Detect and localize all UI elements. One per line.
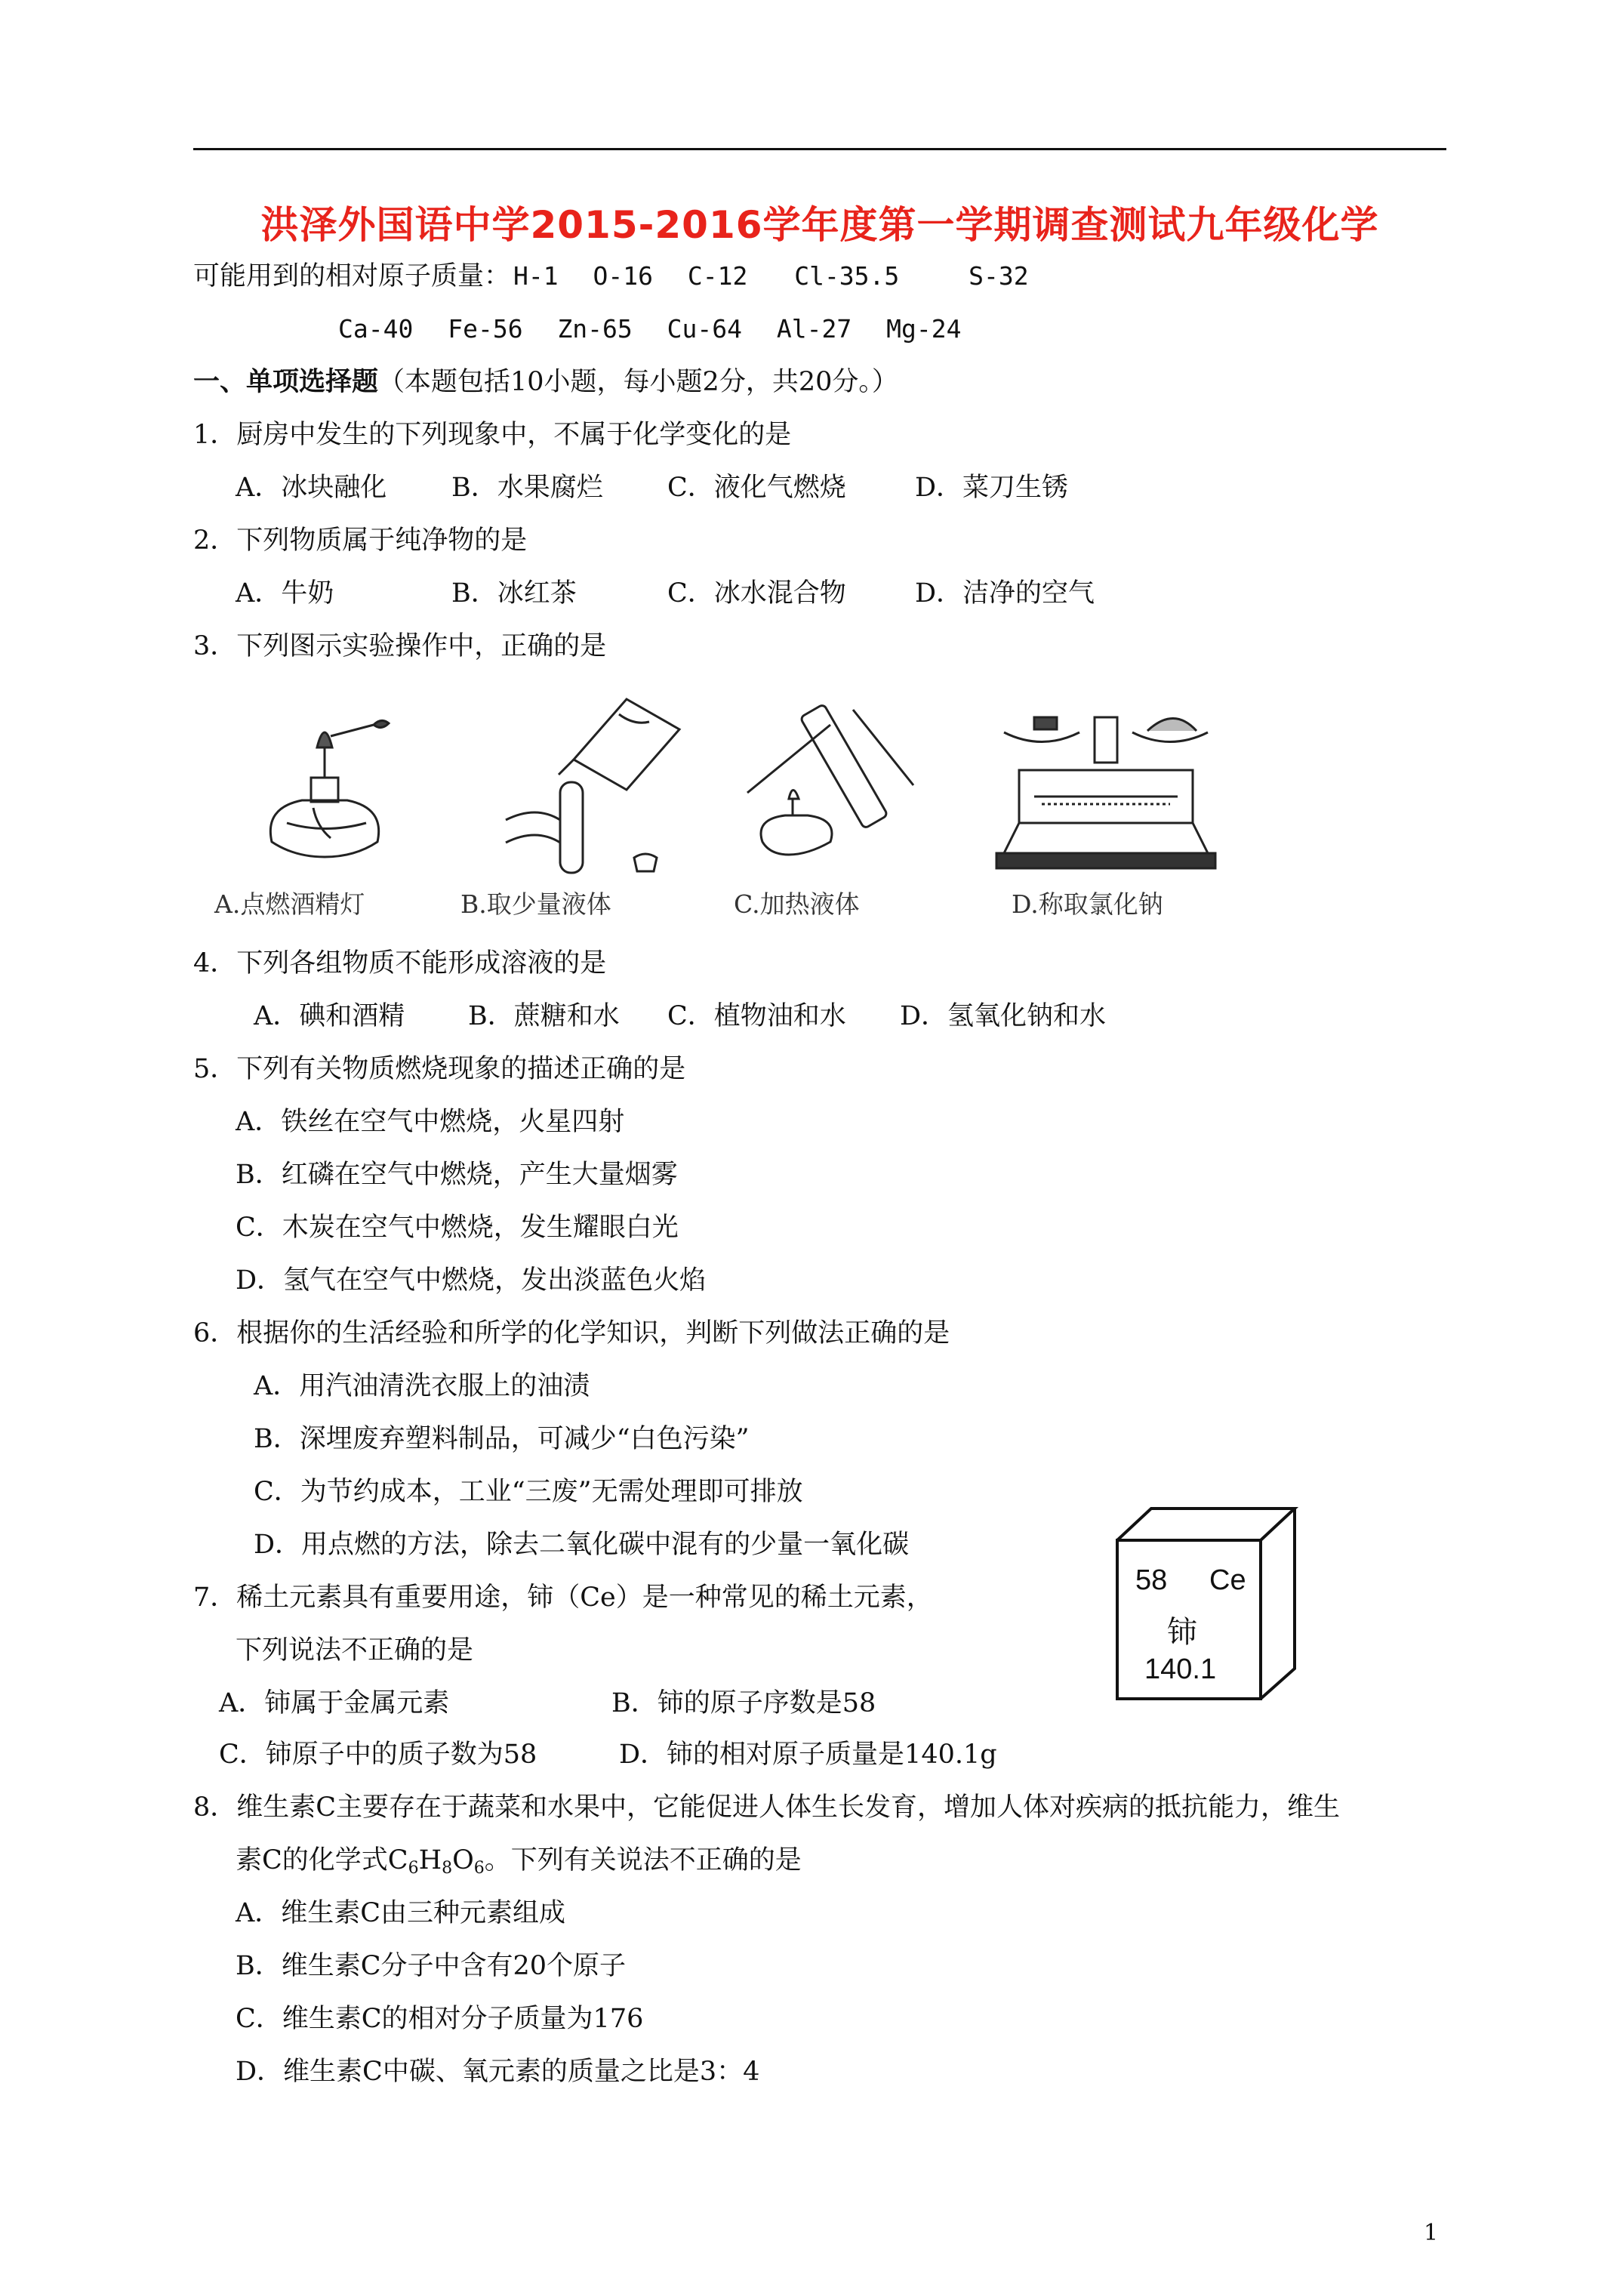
figure-b-caption: B.取少量液体 — [460, 889, 611, 919]
figure-a-alcohol-lamp — [242, 695, 408, 891]
mass-item: Cl-35.5 — [794, 261, 900, 291]
atomic-mass-row1 — [193, 260, 510, 293]
figure-c-heat-liquid — [717, 680, 944, 883]
mass-item: O-16 — [593, 261, 653, 291]
option: D．氢氧化钠和水 — [900, 1001, 1107, 1031]
option: B．铈的原子序数是58 — [611, 1688, 876, 1718]
stem-text: H — [418, 1845, 442, 1875]
question-8-stem: 8．维生素C主要存在于蔬菜和水果中，它能促进人体生长发育，增加人体对疾病的抵抗能力，维生 — [193, 1792, 1341, 1823]
option: B．冰红茶 — [451, 578, 577, 609]
subscript: 6 — [473, 1859, 485, 1878]
section-heading — [193, 365, 898, 399]
question-8-option-d: D．维生素C中碳、氧元素的质量之比是3：4 — [236, 2057, 760, 2087]
stem-text: 。下列有关说法不正确的是 — [484, 1845, 802, 1875]
atomic-mass-label: 可能用到的相对原子质量： — [193, 261, 511, 291]
mass-item: Mg-24 — [886, 314, 962, 344]
question-8-option-a: A．维生素C由三种元素组成 — [236, 1898, 566, 1928]
question-5-option-b: B．红磷在空气中燃烧，产生大量烟雾 — [236, 1160, 678, 1190]
mass-item: H-1 — [513, 261, 559, 291]
option: C．液化气燃烧 — [667, 473, 846, 503]
option: C．冰水混合物 — [667, 578, 846, 609]
option: A．冰块融化 — [236, 473, 387, 503]
figure-a-caption: A.点燃酒精灯 — [214, 889, 365, 919]
option: D．洁净的空气 — [915, 578, 1095, 609]
mass-item: Zn-65 — [557, 314, 633, 344]
atomic-mass-row2 — [338, 313, 961, 346]
question-7-stem-2: 下列说法不正确的是 — [236, 1635, 474, 1666]
question-2-stem: 2．下列物质属于纯净物的是 — [193, 525, 528, 556]
page-title: 洪泽外国语中学2015-2016学年度第一学期调查测试九年级化学 — [260, 203, 1379, 247]
page-number: 1 — [1424, 2220, 1439, 2246]
question-5-stem: 5．下列有关物质燃烧现象的描述正确的是 — [193, 1054, 686, 1084]
subscript: 8 — [442, 1859, 453, 1878]
option: A．牛奶 — [236, 578, 334, 609]
question-6-option-a: A．用汽油清洗衣服上的油渍 — [254, 1371, 590, 1401]
mass-item: Al-27 — [776, 314, 852, 344]
figure-c-caption: C.加热液体 — [734, 889, 860, 919]
option: A．碘和酒精 — [254, 1001, 405, 1031]
mass-item: C-12 — [687, 261, 748, 291]
option: D．铈的相对原子质量是140.1g — [619, 1740, 997, 1770]
question-8-option-b: B．维生素C分子中含有20个原子 — [236, 1951, 627, 1981]
question-1-stem: 1．厨房中发生的下列现象中，不属于化学变化的是 — [193, 420, 792, 450]
question-6-stem: 6．根据你的生活经验和所学的化学知识，判断下列做法正确的是 — [193, 1318, 950, 1348]
question-5-option-a: A．铁丝在空气中燃烧，火星四射 — [236, 1107, 625, 1137]
question-5-option-d: D．氢气在空气中燃烧，发出淡蓝色火焰 — [236, 1265, 707, 1296]
mass-item: Ca-40 — [338, 314, 414, 344]
question-8-option-c: C．维生素C的相对分子质量为176 — [236, 2004, 644, 2034]
question-6-option-b: B．深埋废弃塑料制品，可减少“白色污染” — [254, 1424, 750, 1454]
mass-item: Cu-64 — [667, 314, 742, 344]
option: C．植物油和水 — [667, 1001, 846, 1031]
figure-d-balance — [989, 702, 1223, 883]
option: D．菜刀生锈 — [915, 473, 1069, 503]
stem-text: O — [452, 1845, 474, 1875]
question-6-option-c: C．为节约成本，工业“三废”无需处理即可排放 — [254, 1477, 803, 1507]
mass-item: S-32 — [969, 261, 1029, 291]
cerium-symbol: Ce — [1209, 1564, 1246, 1596]
option: C．铈原子中的质子数为58 — [219, 1740, 537, 1770]
question-3-stem: 3．下列图示实验操作中，正确的是 — [193, 631, 607, 661]
question-4-stem: 4．下列各组物质不能形成溶液的是 — [193, 948, 607, 978]
header-rule — [193, 148, 1446, 150]
cerium-atomic-number: 58 — [1135, 1564, 1168, 1596]
question-7-stem: 7．稀土元素具有重要用途，铈（Ce）是一种常见的稀土元素， — [193, 1583, 933, 1613]
question-8-stem-2 — [236, 1844, 802, 1885]
section-note: （本题包括10小题，每小题2分，共20分。） — [378, 367, 898, 397]
figure-d-caption: D.称取氯化钠 — [1012, 889, 1163, 919]
mass-item: Fe-56 — [448, 314, 523, 344]
question-6-option-d: D．用点燃的方法，除去二氧化碳中混有的少量一氧化碳 — [254, 1530, 910, 1560]
option: B．蔗糖和水 — [468, 1001, 620, 1031]
cerium-mass: 140.1 — [1144, 1653, 1217, 1685]
option: A．铈属于金属元素 — [219, 1688, 450, 1718]
section-title: 一、单项选择题 — [193, 367, 379, 397]
stem-text: 素C的化学式C — [236, 1845, 408, 1875]
subscript: 6 — [408, 1859, 419, 1878]
option: B．水果腐烂 — [451, 473, 603, 503]
atomic-mass-list1 — [513, 260, 1029, 293]
cerium-name: 铈 — [1167, 1615, 1197, 1650]
question-5-option-c: C．木炭在空气中燃烧，发生耀眼白光 — [236, 1213, 679, 1243]
figure-b-pour-liquid — [476, 669, 702, 895]
